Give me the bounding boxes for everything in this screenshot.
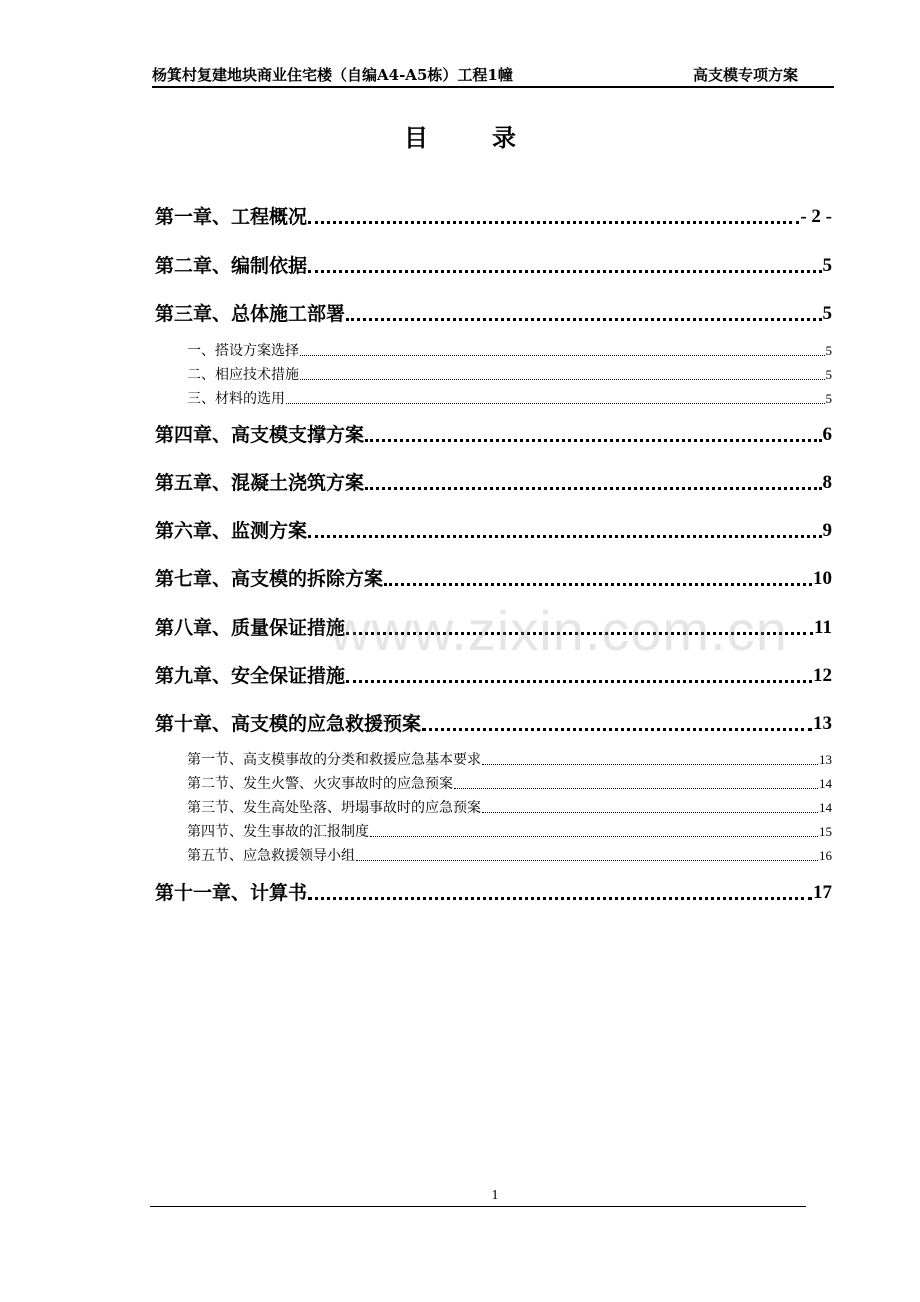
toc-chapter-entry[interactable]: [155, 710, 832, 738]
toc-entry-label: 一、搭设方案选择: [187, 343, 299, 359]
toc-chapter-entry[interactable]: [155, 252, 832, 280]
toc-entry-label: 三、材料的选用: [187, 391, 285, 407]
toc-entry-label: 第五节、应急救援领导小组: [187, 848, 355, 864]
toc-dot-leader: [454, 784, 818, 789]
toc-entry-page-number: 15: [819, 824, 832, 839]
toc-dot-leader: [308, 264, 821, 273]
toc-chapter-entry[interactable]: [155, 517, 832, 545]
toc-dot-leader: [346, 674, 812, 683]
toc-entry-page-number: 9: [822, 520, 832, 541]
toc-entry-label: 第一节、高支模事故的分类和救援应急基本要求: [187, 752, 481, 768]
toc-chapter-entry[interactable]: [155, 203, 832, 231]
toc-entry-label: 二、相应技术措施: [187, 367, 299, 383]
toc-dot-leader: [300, 375, 825, 380]
toc-entry-page-number: 5: [825, 391, 832, 406]
toc-dot-leader: [365, 433, 821, 442]
toc-entry-label: 第二节、发生火警、火灾事故时的应急预案: [187, 776, 453, 792]
header-document-title: 高支模专项方案: [692, 66, 798, 84]
toc-entry-label: 第五章、混凝土浇筑方案: [155, 472, 365, 494]
toc-entry-page-number: - 2 -: [800, 206, 832, 227]
header-project-title: 杨箕村复建地块商业住宅楼（自编A4-A5栋）工程1幢: [152, 66, 513, 84]
toc-entry-page-number: 17: [813, 882, 832, 903]
toc-entry-page-number: 8: [822, 472, 832, 493]
toc-chapter-entry[interactable]: [155, 879, 832, 907]
toc-entry-page-number: 12: [813, 665, 832, 686]
toc-entry-page-number: 13: [813, 713, 832, 734]
toc-section-entry[interactable]: [187, 846, 832, 866]
toc-title-char-1: 目: [404, 123, 428, 152]
toc-entry-label: 第四章、高支模支撑方案: [155, 424, 365, 446]
toc-entry-page-number: 14: [819, 800, 832, 815]
footer-page-number: 1: [491, 1188, 499, 1203]
toc-dot-leader: [422, 722, 812, 731]
toc-section-entry[interactable]: [187, 389, 832, 409]
toc-title-char-2: 录: [492, 123, 516, 152]
toc-chapter-entry[interactable]: [155, 469, 832, 497]
toc-entry-page-number: 5: [822, 303, 832, 324]
toc-entry-label: 第一章、工程概况: [155, 206, 308, 228]
toc-section-entry[interactable]: [187, 774, 832, 794]
toc-entry-label: 第十章、高支模的应急救援预案: [155, 713, 422, 735]
toc-section-entry[interactable]: [187, 750, 832, 770]
toc-dot-leader: [308, 891, 812, 900]
toc-entry-page-number: 6: [822, 424, 832, 445]
toc-entry-page-number: 5: [825, 343, 832, 358]
toc-dot-leader: [356, 856, 818, 861]
toc-section-entry[interactable]: [187, 822, 832, 842]
toc-chapter-entry[interactable]: [155, 662, 832, 690]
toc-entry-label: 第四节、发生事故的汇报制度: [187, 824, 369, 840]
toc-dot-leader: [286, 399, 825, 404]
toc-entry-label: 第二章、编制依据: [155, 255, 308, 277]
toc-chapter-entry[interactable]: [155, 421, 832, 449]
toc-chapter-entry[interactable]: [155, 565, 832, 593]
toc-dot-leader: [308, 215, 799, 224]
toc-entry-label: 第九章、安全保证措施: [155, 665, 346, 687]
toc-section-entry[interactable]: [187, 798, 832, 818]
toc-entry-label: 第六章、监测方案: [155, 520, 308, 542]
toc-entry-label: 第三节、发生高处坠落、坍塌事故时的应急预案: [187, 800, 481, 816]
toc-entry-page-number: 16: [819, 848, 832, 863]
toc-entry-page-number: 5: [822, 255, 832, 276]
toc-dot-leader: [346, 626, 813, 635]
toc-dot-leader: [346, 312, 821, 321]
watermark: www.zixin.com.cn: [330, 599, 788, 662]
toc-entry-page-number: 13: [819, 752, 832, 767]
toc-section-entry[interactable]: [187, 365, 832, 385]
toc-entry-page-number: 5: [825, 367, 832, 382]
toc-entry-label: 第七章、高支模的拆除方案: [155, 568, 384, 590]
toc-dot-leader: [482, 760, 818, 765]
toc-entry-page-number: 14: [819, 776, 832, 791]
toc-entry-label: 第三章、总体施工部署: [155, 303, 346, 325]
toc-dot-leader: [308, 529, 821, 538]
toc-dot-leader: [482, 808, 818, 813]
footer-rule: [150, 1206, 806, 1207]
toc-dot-leader: [300, 351, 825, 356]
page-header: [152, 64, 834, 88]
toc-entry-page-number: 10: [813, 568, 832, 589]
toc-entry-label: 第八章、质量保证措施: [155, 617, 346, 639]
toc-entry-label: 第十一章、计算书: [155, 882, 308, 904]
toc-title: [0, 118, 920, 153]
toc-dot-leader: [365, 481, 821, 490]
toc-chapter-entry[interactable]: [155, 300, 832, 328]
toc-chapter-entry[interactable]: [155, 614, 832, 642]
toc-dot-leader: [370, 832, 818, 837]
toc-dot-leader: [384, 577, 812, 586]
toc-entry-page-number: 11: [814, 617, 832, 638]
toc-section-entry[interactable]: [187, 341, 832, 361]
